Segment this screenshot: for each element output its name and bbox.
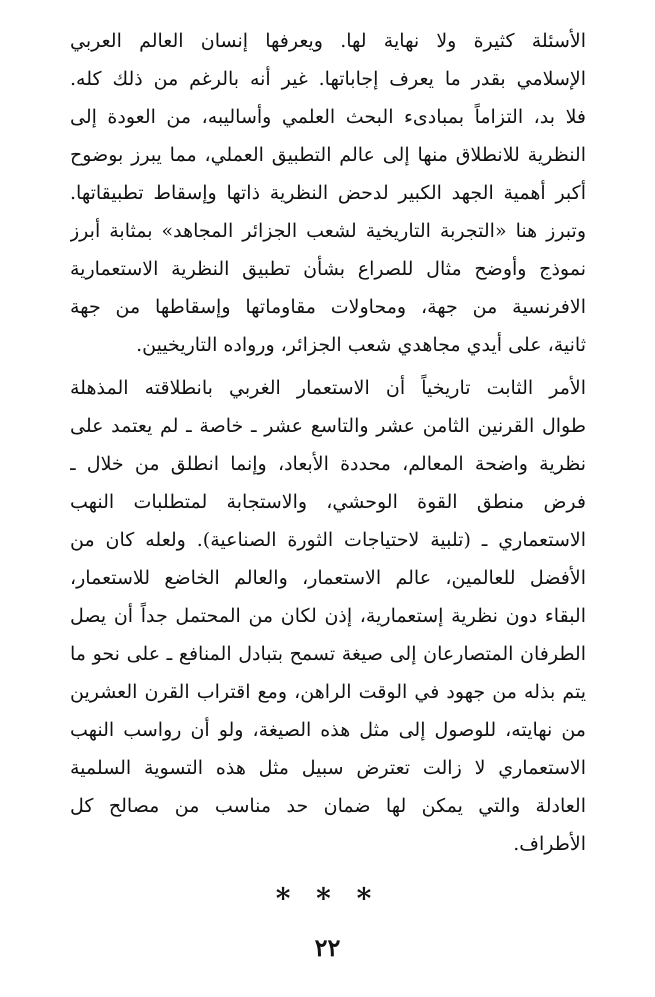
text-line: الاستعماري لا زالت تعترض سبيل مثل هذه التسوية السلمية: [70, 757, 586, 779]
body-text: [70, 22, 586, 863]
text-line: الأمر الثابت تاريخياً أن الاستعمار الغربي بانطلاقته المذهلة: [70, 377, 586, 399]
text-line: نموذج وأوضح مثال للصراع بشأن تطبيق النظرية الاستعمارية: [70, 258, 586, 280]
text-line: طوال القرنين الثامن عشر والتاسع عشر ـ خاصة ـ لم يعتمد على: [70, 415, 586, 437]
text-line: أكبر أهمية الجهد الكبير لدحض النظرية ذاتها وإسقاط تطبيقاتها.: [70, 182, 586, 204]
paragraph-2: [70, 369, 586, 863]
text-line: الأفضل للعالمين، عالم الاستعمار، والعالم الخاضع للاستعمار،: [70, 567, 586, 589]
text-line: البقاء دون نظرية إستعمارية، إذن لكان من المحتمل جداً أن يصل: [70, 605, 586, 627]
text-line: فلا بد، التزاماً بمبادىء البحث العلمي وأساليبه، من العودة إلى: [70, 106, 586, 128]
text-line: ثانية، على أيدي مجاهدي شعب الجزائر، ورواده التاريخيين.: [136, 334, 586, 356]
text-line: نظرية واضحة المعالم، محددة الأبعاد، وإنما انطلق من خلال ـ: [70, 453, 586, 475]
text-line: الطرفان المتصارعان إلى صيغة تسمح بتبادل المنافع ـ على نحو ما: [70, 643, 586, 665]
text-line: العادلة والتي يمكن لها ضمان حد مناسب من مصالح كل: [70, 795, 586, 817]
text-line: وتبرز هنا «التجربة التاريخية لشعب الجزائر المجاهد» بمثابة أبرز: [70, 220, 586, 242]
text-line: فرض منطق القوة الوحشي، والاستجابة لمتطلبات النهب: [70, 491, 586, 513]
text-line: الإسلامي بقدر ما يعرف إجاباتها. غير أنه بالرغم من ذلك كله.: [70, 68, 586, 90]
page-number: ٢٢: [314, 933, 341, 962]
text-line: الاستعماري ـ (تلبية لاحتياجات الثورة الصناعية). ولعله كان من: [70, 529, 586, 551]
text-line: النظرية للانطلاق منها إلى عالم التطبيق العملي، مما يبرز بوضوح: [70, 144, 586, 166]
text-line: الأسئلة كثيرة ولا نهاية لها. ويعرفها إنسان العالم العربي: [70, 30, 586, 52]
text-line: الافرنسية من جهة، ومحاولات مقاوماتها وإسقاطها من جهة: [70, 296, 586, 318]
paragraph-1: [70, 22, 586, 364]
text-line: من نهايته، للوصول إلى مثل هذه الصيغة، ولو أن رواسب النهب: [70, 719, 586, 741]
text-line: الأطراف.: [513, 833, 586, 855]
text-line: يتم بذله من جهود في الوقت الراهن، ومع اقتراب القرن العشرين: [70, 681, 586, 703]
section-separator: * * *: [275, 882, 380, 915]
